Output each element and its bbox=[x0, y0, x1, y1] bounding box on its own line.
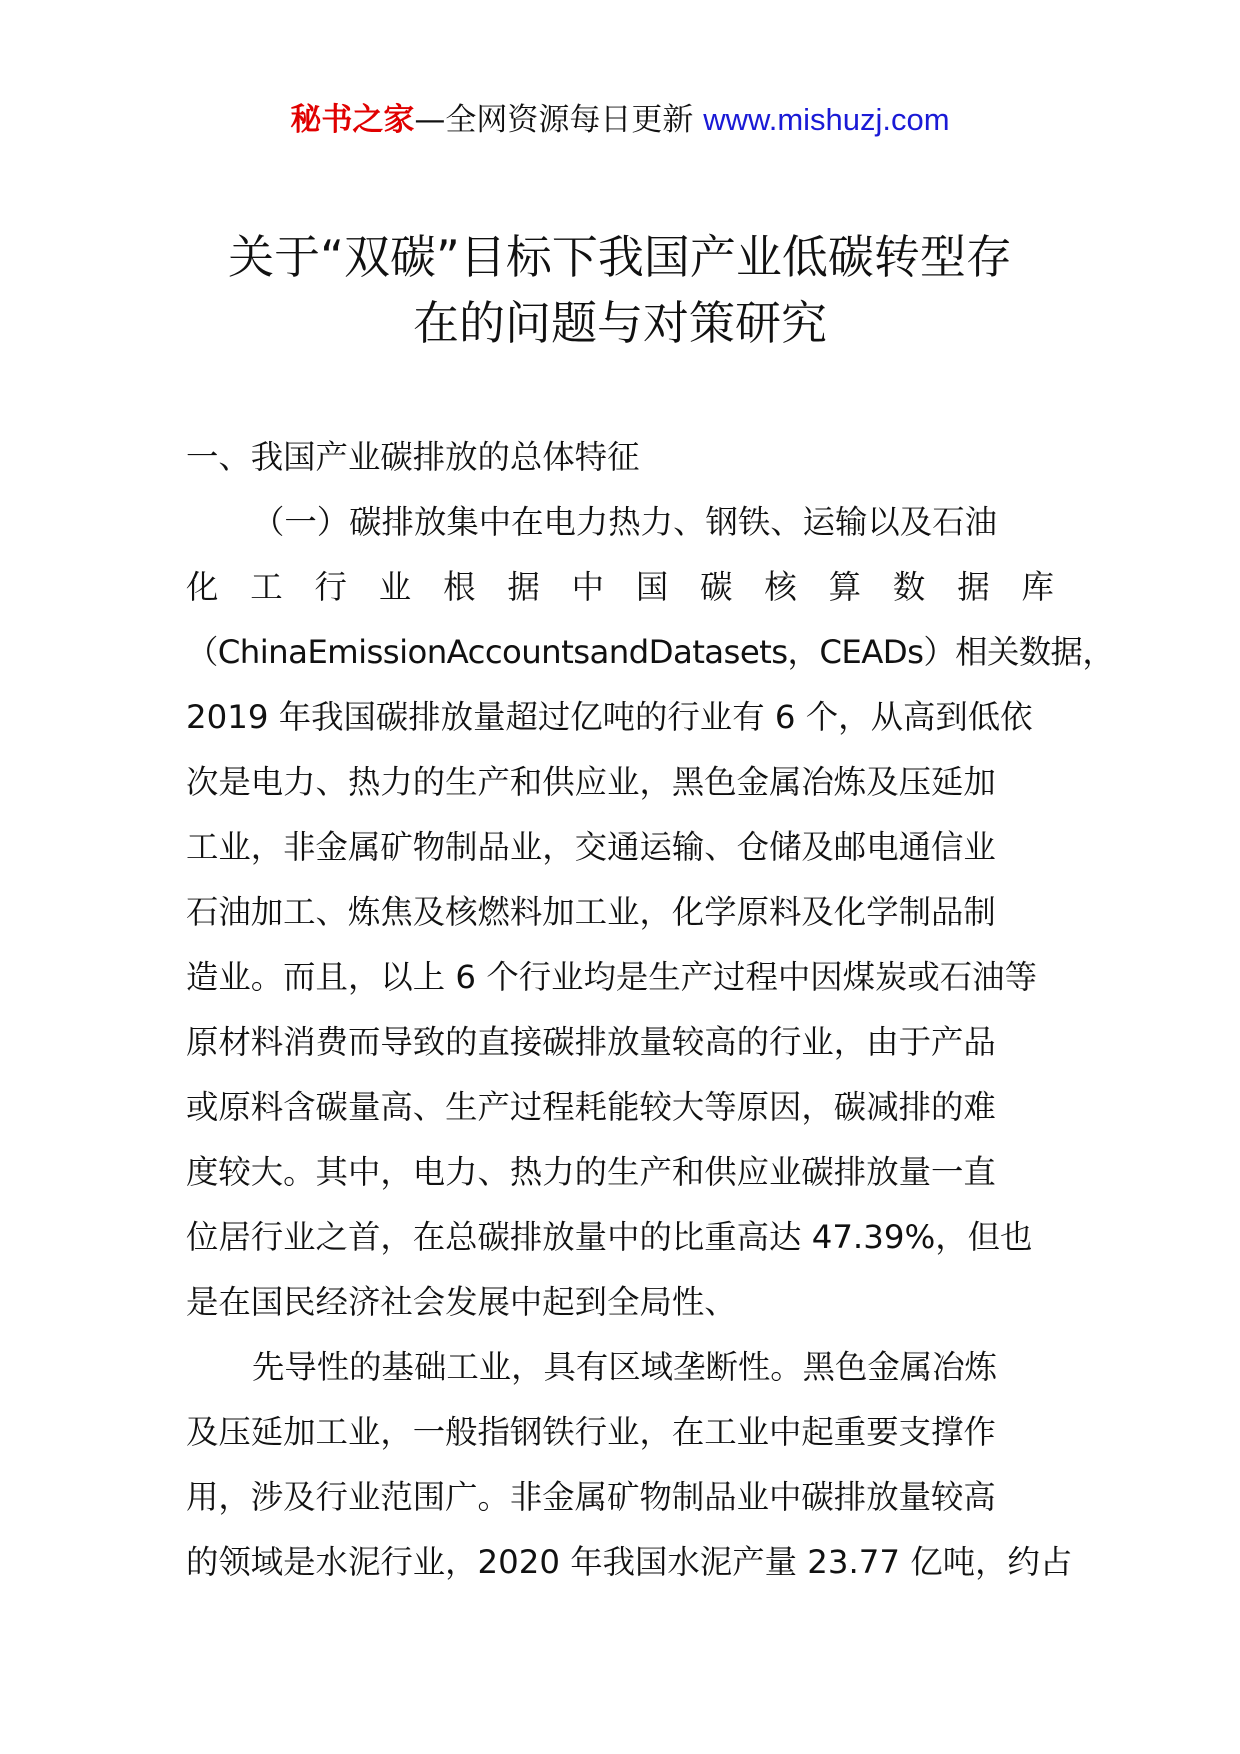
paragraph-line: 2019 年我国碳排放量超过亿吨的行业有 6 个，从高到低依 bbox=[186, 698, 1033, 736]
paragraph-line-justified bbox=[186, 555, 1054, 620]
char: 化 bbox=[186, 568, 219, 606]
document-title bbox=[0, 224, 1240, 356]
paragraph-line: （一）碳排放集中在电力热力、钢铁、运输以及石油 bbox=[252, 503, 997, 541]
paragraph-line: 位居行业之首，在总碳排放量中的比重高达 47.39%，但也 bbox=[186, 1218, 1033, 1256]
paragraph-line: 造业。而且，以上 6 个行业均是生产过程中因煤炭或石油等 bbox=[186, 958, 1037, 996]
paragraph-line: 的领域是水泥行业，2020 年我国水泥产量 23.77 亿吨，约占 bbox=[186, 1543, 1073, 1581]
paragraph-line: 用，涉及行业范围广。非金属矿物制品业中碳排放量较高 bbox=[186, 1478, 996, 1516]
paragraph-line: 工业，非金属矿物制品业，交通运输、仓储及邮电通信业 bbox=[186, 828, 996, 866]
char: 行 bbox=[314, 568, 347, 606]
char: 核 bbox=[764, 568, 797, 606]
paragraph-1 bbox=[186, 490, 1115, 1335]
paragraph-line: 原材料消费而导致的直接碳排放量较高的行业，由于产品 bbox=[186, 1023, 996, 1061]
paragraph-line: 或原料含碳量高、生产过程耗能较大等原因，碳减排的难 bbox=[186, 1088, 996, 1126]
paragraph-line: （ChinaEmissionAccountsandDatasets，CEADs）相关数据， bbox=[186, 633, 1115, 671]
paragraph-line: 是在国民经济社会发展中起到全局性、 bbox=[186, 1283, 737, 1321]
site-header bbox=[0, 100, 1240, 140]
paragraph-line: 度较大。其中，电力、热力的生产和供应业碳排放量一直 bbox=[186, 1153, 996, 1191]
site-tagline: —全网资源每日更新 bbox=[414, 102, 704, 138]
char: 数 bbox=[892, 568, 926, 606]
char: 据 bbox=[957, 568, 990, 606]
paragraph-2 bbox=[186, 1335, 1073, 1595]
char: 碳 bbox=[700, 568, 733, 606]
char: 国 bbox=[635, 568, 669, 606]
document-body bbox=[186, 425, 1115, 1595]
paragraph-line: 先导性的基础工业，具有区域垄断性。黑色金属冶炼 bbox=[252, 1348, 997, 1386]
char: 业 bbox=[378, 568, 412, 606]
section-heading: 一、我国产业碳排放的总体特征 bbox=[186, 438, 640, 476]
paragraph-line: 次是电力、热力的生产和供应业，黑色金属冶炼及压延加 bbox=[186, 763, 996, 801]
paragraph-line: 及压延加工业，一般指钢铁行业，在工业中起重要支撑作 bbox=[186, 1413, 996, 1451]
char: 库 bbox=[1021, 568, 1054, 606]
char: 算 bbox=[828, 568, 862, 606]
char: 据 bbox=[507, 568, 540, 606]
char: 根 bbox=[443, 568, 476, 606]
title-line-2: 在的问题与对策研究 bbox=[413, 296, 827, 350]
site-brand: 秘书之家 bbox=[290, 102, 415, 138]
char: 中 bbox=[571, 568, 604, 606]
site-url-link[interactable]: www.mishuzj.com bbox=[703, 102, 950, 137]
paragraph-line: 石油加工、炼焦及核燃料加工业，化学原料及化学制品制 bbox=[186, 893, 996, 931]
char: 工 bbox=[250, 568, 283, 606]
title-line-1: 关于“双碳”目标下我国产业低碳转型存 bbox=[228, 230, 1012, 284]
